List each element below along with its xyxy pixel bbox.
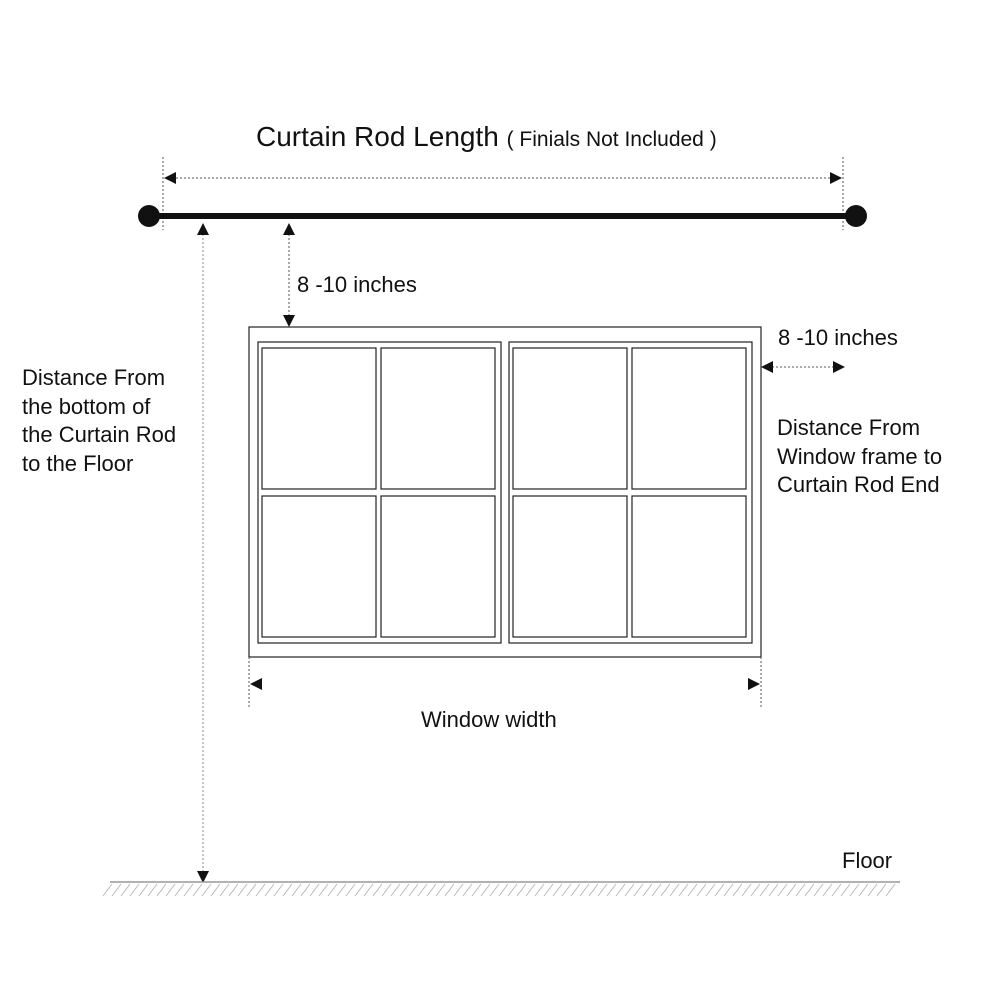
- floor-hatch: [598, 884, 607, 896]
- floor-hatch: [643, 884, 652, 896]
- rod-to-window-dimension: [283, 223, 295, 327]
- floor-hatch: [589, 884, 598, 896]
- floor-hatch: [130, 884, 139, 896]
- floor-hatch: [571, 884, 580, 896]
- arrow-down-icon: [197, 871, 209, 883]
- floor-hatch: [868, 884, 877, 896]
- floor-hatch: [265, 884, 274, 896]
- window-pane: [381, 496, 495, 637]
- floor-hatch: [742, 884, 751, 896]
- floor-hatch: [184, 884, 193, 896]
- floor-hatch: [409, 884, 418, 896]
- floor-hatch: [103, 884, 112, 896]
- window-pane: [513, 496, 627, 637]
- window-pane: [262, 496, 376, 637]
- floor-hatch: [499, 884, 508, 896]
- floor-hatch: [193, 884, 202, 896]
- floor-hatch: [337, 884, 346, 896]
- window-sash-left: [258, 342, 501, 643]
- window-pane: [513, 348, 627, 489]
- floor-hatch: [841, 884, 850, 896]
- floor-hatch: [256, 884, 265, 896]
- floor-hatch: [769, 884, 778, 896]
- floor-hatch: [832, 884, 841, 896]
- title-text: Curtain Rod Length: [256, 121, 499, 152]
- window-to-rod-end-dimension: [761, 361, 845, 373]
- floor-hatch: [463, 884, 472, 896]
- floor-hatch: [481, 884, 490, 896]
- window-pane: [381, 348, 495, 489]
- arrow-down-icon: [283, 315, 295, 327]
- floor-hatch: [247, 884, 256, 896]
- floor-hatch: [814, 884, 823, 896]
- floor-hatch: [472, 884, 481, 896]
- rod-finial-right: [845, 205, 867, 227]
- floor-hatch: [157, 884, 166, 896]
- floor-distance-line: the bottom of: [22, 393, 151, 419]
- floor-hatch: [850, 884, 859, 896]
- window-outer-frame: [249, 327, 761, 657]
- floor-distance-line: Distance From: [22, 365, 166, 390]
- floor-hatch: [634, 884, 643, 896]
- floor-hatch: [670, 884, 679, 896]
- floor-hatch: [238, 884, 247, 896]
- floor-hatch: [877, 884, 886, 896]
- arrow-left-icon: [164, 172, 176, 184]
- floor: [103, 882, 900, 896]
- floor-hatch: [733, 884, 742, 896]
- side-distance-label: [777, 414, 942, 500]
- floor-hatch: [139, 884, 148, 896]
- floor-hatch: [220, 884, 229, 896]
- floor-hatch: [688, 884, 697, 896]
- floor-hatch: [544, 884, 553, 896]
- floor-hatch: [823, 884, 832, 896]
- side-distance-line: Distance From: [777, 415, 921, 440]
- floor-hatch: [454, 884, 463, 896]
- arrow-right-icon: [830, 172, 842, 184]
- floor-hatch: [706, 884, 715, 896]
- arrow-up-icon: [197, 223, 209, 235]
- floor-hatch: [112, 884, 121, 896]
- floor-hatch: [616, 884, 625, 896]
- arrow-left-icon: [761, 361, 773, 373]
- floor-hatch: [715, 884, 724, 896]
- arrow-left-icon: [250, 678, 262, 690]
- floor-hatch: [166, 884, 175, 896]
- floor-distance-label: [22, 364, 176, 478]
- floor-hatch: [778, 884, 787, 896]
- floor-hatch: [211, 884, 220, 896]
- floor-hatch: [517, 884, 526, 896]
- arrow-right-icon: [833, 361, 845, 373]
- floor-hatch: [760, 884, 769, 896]
- window-pane: [632, 348, 746, 489]
- floor-hatch: [418, 884, 427, 896]
- rod-to-window-gap-label: 8 -10 inches: [297, 272, 417, 297]
- rod-to-floor-dimension: [197, 223, 209, 883]
- floor-hatch: [283, 884, 292, 896]
- floor-hatch: [526, 884, 535, 896]
- floor-distance-line: the Curtain Rod: [22, 422, 177, 447]
- floor-hatch: [400, 884, 409, 896]
- floor-hatch: [661, 884, 670, 896]
- floor-hatch: [229, 884, 238, 896]
- floor-hatch: [796, 884, 805, 896]
- floor-hatch: [697, 884, 706, 896]
- floor-hatch: [382, 884, 391, 896]
- floor-hatch: [679, 884, 688, 896]
- floor-hatch: [121, 884, 130, 896]
- floor-hatch: [391, 884, 400, 896]
- floor-hatch: [886, 884, 895, 896]
- window-width-label: Window width: [421, 707, 557, 732]
- window: [249, 327, 761, 657]
- side-distance-line: Curtain Rod End: [777, 472, 940, 497]
- rod-finial-left: [138, 205, 160, 227]
- floor-hatch: [445, 884, 454, 896]
- floor-hatch: [535, 884, 544, 896]
- floor-hatch: [373, 884, 382, 896]
- floor-hatch: [805, 884, 814, 896]
- floor-distance-line: to the Floor: [22, 450, 134, 476]
- floor-hatch: [553, 884, 562, 896]
- window-pane: [262, 348, 376, 489]
- floor-hatch: [751, 884, 760, 896]
- floor-hatch: [508, 884, 517, 896]
- window-width-dimension: [249, 657, 761, 707]
- floor-hatch: [355, 884, 364, 896]
- floor-hatch: [274, 884, 283, 896]
- floor-hatch: [202, 884, 211, 896]
- floor-hatch: [292, 884, 301, 896]
- floor-hatch: [436, 884, 445, 896]
- curtain-rod: [138, 205, 867, 227]
- floor-hatch: [427, 884, 436, 896]
- arrow-right-icon: [748, 678, 760, 690]
- floor-hatch: [625, 884, 634, 896]
- floor-hatch: [319, 884, 328, 896]
- floor-hatch: [859, 884, 868, 896]
- floor-hatch: [490, 884, 499, 896]
- floor-hatch: [328, 884, 337, 896]
- title-note: ( Finials Not Included ): [506, 128, 717, 151]
- floor-hatch: [175, 884, 184, 896]
- window-sash-right: [509, 342, 752, 643]
- side-distance-line: Window frame to: [777, 443, 943, 469]
- arrow-up-icon: [283, 223, 295, 235]
- rod-length-dimension: [163, 157, 843, 230]
- floor-hatch: [787, 884, 796, 896]
- rod-length-title: [256, 120, 717, 154]
- floor-hatch: [652, 884, 661, 896]
- floor-hatch: [724, 884, 733, 896]
- floor-hatch: [364, 884, 373, 896]
- floor-hatch: [148, 884, 157, 896]
- window-to-rod-end-gap-label: 8 -10 inches: [778, 325, 898, 350]
- floor-hatch: [301, 884, 310, 896]
- floor-hatch: [346, 884, 355, 896]
- floor-hatch: [580, 884, 589, 896]
- floor-hatch: [562, 884, 571, 896]
- floor-hatch: [607, 884, 616, 896]
- window-pane: [632, 496, 746, 637]
- floor-label: Floor: [842, 848, 893, 873]
- floor-hatch: [310, 884, 319, 896]
